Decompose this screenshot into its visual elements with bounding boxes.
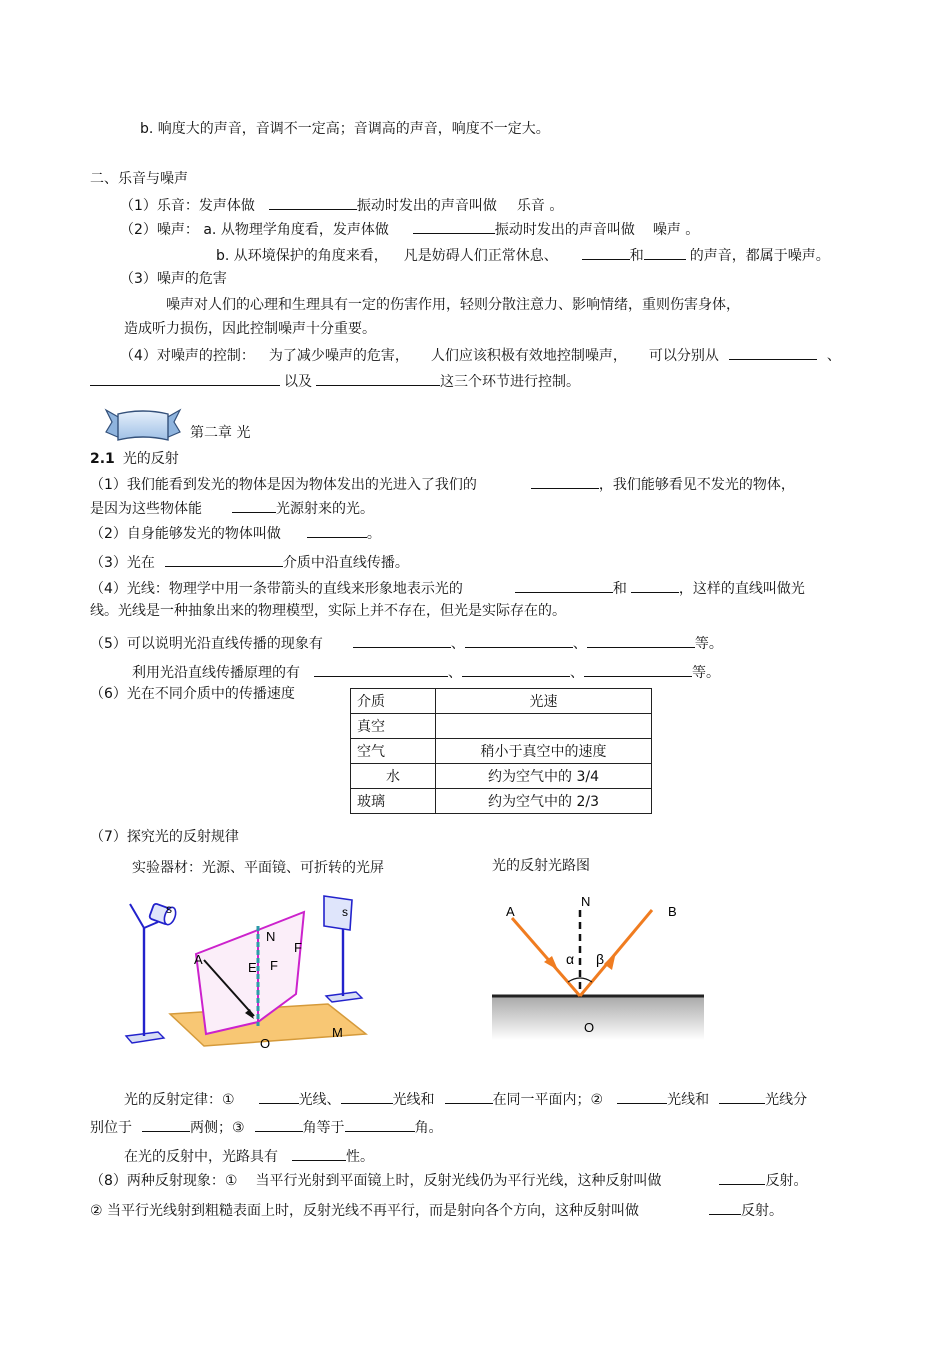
q5-line-1 [90, 633, 723, 653]
fig1-n-label: N [266, 929, 276, 944]
table-cell: 稍小于真空中的速度 [436, 739, 652, 764]
text: 、 [572, 636, 587, 652]
fig1-f2-label: F [270, 958, 278, 973]
blank[interactable] [631, 578, 679, 593]
fig1-o-label: O [260, 1036, 271, 1051]
text: 等。 [692, 665, 720, 681]
text: 光源射来的光。 [276, 501, 374, 517]
blank[interactable] [462, 662, 570, 677]
fig2-n-label: N [581, 894, 591, 909]
reversibility-line [124, 1146, 374, 1166]
blank[interactable] [316, 371, 440, 386]
law-line-2 [90, 1117, 443, 1137]
q1-line-1 [90, 474, 795, 494]
blank[interactable] [584, 662, 692, 677]
text: ，我们能够看见不发光的物体， [598, 477, 795, 493]
text: 和 [612, 581, 627, 597]
noise-harm-text-1: 噪声对人们的心理和生理具有一定的伤害作用，轻则分散注意力、影响情绪，重则伤害身体， [166, 297, 740, 313]
text: 两侧；③ [190, 1120, 245, 1136]
alpha-label: α [566, 951, 575, 967]
text: 当平行光射到平面镜上时，反射光线仍为平行光线，这种反射叫做 [255, 1173, 662, 1189]
text: 凡是妨碍人们正常休息、 [403, 248, 558, 264]
text: 光线和 [667, 1092, 710, 1108]
text: ② 当平行光线射到粗糙表面上时，反射光线不再平行，而是射向各个方向，这种反射叫做 [90, 1203, 639, 1219]
text: 光的反射定律：① [124, 1092, 235, 1108]
section-title [90, 450, 179, 468]
q3-line [90, 552, 409, 572]
text: 利用光沿直线传播原理的有 [132, 665, 300, 681]
blank[interactable] [314, 662, 448, 677]
text: 乐音 。 [516, 198, 564, 214]
table-header [351, 689, 652, 714]
reflection-diagram-title: 光的反射光路图 [492, 858, 590, 874]
blank[interactable] [255, 1117, 303, 1132]
table-row [351, 739, 652, 764]
text: 、 [570, 665, 584, 681]
blank[interactable] [644, 245, 686, 260]
blank[interactable] [709, 1200, 741, 1215]
text: 光的反射 [122, 451, 179, 467]
text: 性。 [346, 1149, 374, 1165]
fig2-o-label: O [584, 1020, 595, 1035]
table-cell: 约为空气中的 3/4 [436, 764, 652, 789]
text: 人们应该积极有效地控制噪声， [430, 348, 627, 364]
text: 噪声 。 [652, 222, 700, 238]
fig1-m-label: M [332, 1025, 343, 1040]
text: 为了减少噪声的危害， [268, 348, 409, 364]
law-line-1 [124, 1089, 807, 1109]
table-cell: 空气 [351, 739, 436, 764]
text: （2）噪声： a. 从物理学角度看，发声体做 [120, 222, 389, 238]
table-cell: 玻璃 [351, 789, 436, 814]
q7-line: （7）探究光的反射规律 [90, 829, 239, 845]
table-cell: 约为空气中的 2/3 [436, 789, 652, 814]
text: 振动时发出的声音叫做 [494, 222, 635, 238]
text: 在光的反射中，光路具有 [124, 1149, 278, 1165]
blank[interactable] [582, 245, 630, 260]
text: 、 [448, 665, 462, 681]
text: 在同一平面内；② [492, 1092, 604, 1108]
text: 介质中沿直线传播。 [282, 555, 409, 571]
text: 别位于 [90, 1120, 132, 1136]
text: 和 [629, 248, 644, 264]
text: 。 [366, 526, 381, 542]
noise-control-line-2 [90, 371, 580, 391]
fig1-s1-label: s [166, 902, 172, 916]
fig1-s2-label: s [342, 905, 348, 919]
q8-line-2 [90, 1200, 783, 1220]
blank[interactable] [719, 1089, 765, 1104]
blank[interactable] [259, 1089, 299, 1104]
blank[interactable] [307, 523, 367, 538]
text: （1）乐音：发声体做 [120, 198, 255, 214]
reflection-ray-diagram [486, 890, 710, 1042]
text: 的声音，都属于噪声。 [689, 248, 830, 264]
blank[interactable] [617, 1089, 667, 1104]
beta-label: β [596, 951, 605, 967]
text: 角等于 [302, 1120, 345, 1136]
q2-line [90, 523, 381, 543]
noise-environment-line [216, 245, 830, 265]
blank[interactable] [142, 1117, 190, 1132]
fig2-b-label: B [668, 904, 677, 919]
chapter-banner-icon [104, 406, 182, 446]
noise-harm-heading: （3）噪声的危害 [120, 271, 227, 287]
noise-heading: 二、乐音与噪声 [90, 171, 188, 187]
noise-definition-line [120, 219, 699, 239]
table-row [351, 764, 652, 789]
text: b. 从环境保护的角度来看， [216, 248, 388, 264]
text: 这三个环节进行控制。 [440, 374, 580, 390]
mirror-surface [492, 996, 704, 1040]
q8-line-1 [90, 1170, 807, 1190]
q4-line-2: 线。光线是一种抽象出来的物理模型，实际上并不存在，但光是实际存在的。 [90, 603, 566, 619]
text: 振动时发出的声音叫做 [356, 198, 497, 214]
blank[interactable] [587, 633, 695, 648]
q1-line-2 [90, 498, 374, 518]
table-cell: 水 [351, 764, 436, 789]
fig1-e-label: E [248, 960, 257, 975]
light-speed-table [350, 688, 652, 814]
text: 以及 [284, 374, 312, 390]
header-cell: 介质 [351, 689, 436, 714]
blank[interactable] [729, 345, 817, 360]
text: 角。 [414, 1120, 443, 1136]
text: 反射。 [765, 1173, 808, 1189]
header-cell: 光速 [436, 689, 652, 714]
reflected-ray [580, 910, 652, 996]
text: （4）对噪声的控制： [120, 348, 255, 364]
fig1-a-label: A [194, 952, 203, 967]
text: 光线和 [392, 1092, 435, 1108]
text: （8）两种反射现象：① [90, 1173, 238, 1189]
text: 光线分 [765, 1092, 808, 1108]
text: ，这样的直线叫做光 [678, 581, 805, 597]
noise-control-line [120, 345, 841, 365]
text: 可以分别从 [648, 348, 719, 364]
blank[interactable] [515, 578, 613, 593]
noise-harm-text-2: 造成听力损伤，因此控制噪声十分重要。 [124, 321, 376, 337]
music-definition-line [120, 195, 563, 215]
text: 是因为这些物体能 [90, 501, 202, 517]
text: （1）我们能看到发光的物体是因为物体发出的光进入了我们的 [90, 477, 477, 493]
q4-line-1 [90, 578, 805, 598]
blank[interactable] [445, 1089, 493, 1104]
fig1-f1-label: F [294, 940, 302, 955]
text: （2）自身能够发光的物体叫做 [90, 526, 281, 542]
q5-line-2 [132, 662, 720, 682]
text: 、 [826, 348, 841, 364]
section-number: 2.1 [90, 451, 115, 467]
blank[interactable] [719, 1170, 765, 1185]
blank[interactable] [341, 1089, 393, 1104]
text: （5）可以说明光沿直线传播的现象有 [90, 636, 323, 652]
text: 反射。 [741, 1203, 783, 1219]
text: （4）光线：物理学中用一条带箭头的直线来形象地表示光的 [90, 581, 463, 597]
q6-line: （6）光在不同介质中的传播速度 [90, 686, 295, 702]
experiment-apparatus-figure [118, 886, 378, 1056]
text: 光线、 [298, 1092, 341, 1108]
table-row [351, 789, 652, 814]
equipment-line: 实验器材：光源、平面镜、可折转的光屏 [132, 860, 384, 876]
fig2-a-label: A [506, 904, 515, 919]
blank[interactable] [232, 498, 276, 513]
table-cell: 真空 [351, 714, 436, 739]
loudness-pitch-line: b. 响度大的声音，音调不一定高；音调高的声音，响度不一定大。 [140, 121, 550, 137]
blank[interactable] [165, 552, 283, 567]
text: 等。 [694, 636, 723, 652]
table-cell[interactable] [436, 714, 652, 739]
blank[interactable] [531, 474, 599, 489]
text: 、 [450, 636, 465, 652]
blank[interactable] [269, 195, 357, 210]
chapter-title: 第二章 光 [190, 425, 251, 441]
text: （3）光在 [90, 555, 155, 571]
blank[interactable] [465, 633, 573, 648]
blank[interactable] [353, 633, 451, 648]
blank[interactable] [413, 219, 495, 234]
blank[interactable] [345, 1117, 415, 1132]
blank[interactable] [292, 1146, 346, 1161]
table-row [351, 714, 652, 739]
blank[interactable] [90, 371, 280, 386]
